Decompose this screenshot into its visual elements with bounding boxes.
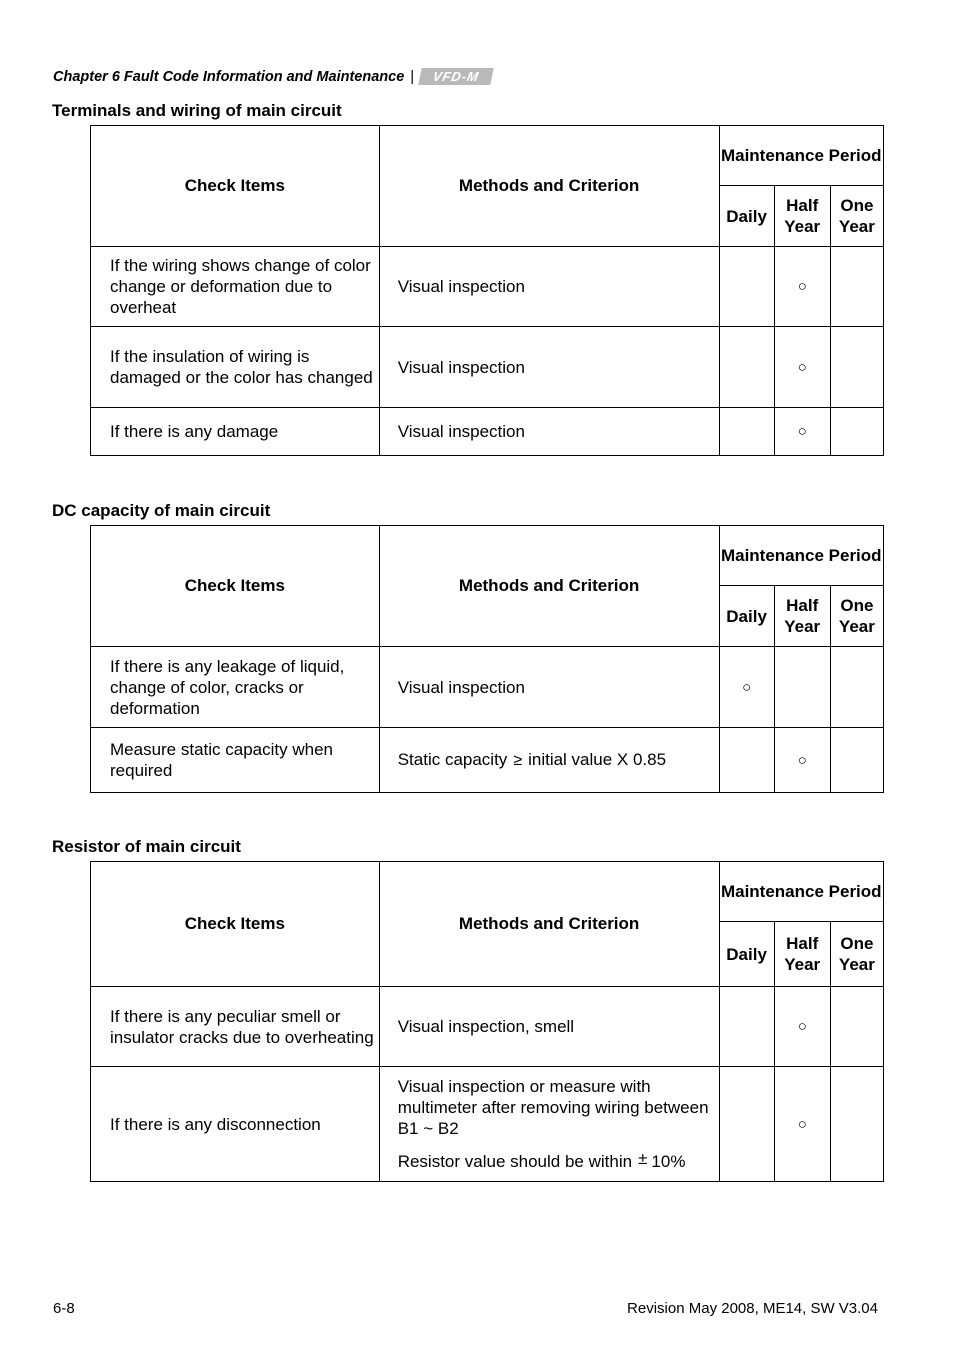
method — [379, 1067, 719, 1182]
half-year-mark — [774, 647, 830, 728]
one-year-mark — [830, 728, 883, 793]
header-half-year: Half Year — [774, 586, 830, 647]
daily-mark — [719, 987, 774, 1067]
header-methods: Methods and Criterion — [379, 126, 719, 247]
daily-mark — [719, 408, 774, 456]
header-daily: Daily — [719, 186, 774, 247]
check-item: If there is any leakage of liquid, change of color, cracks or deformation — [91, 647, 380, 728]
header-half-year: Half Year — [774, 186, 830, 247]
maintenance-table-terminals — [90, 125, 884, 456]
half-year-mark: ○ — [774, 1067, 830, 1182]
half-year-mark: ○ — [774, 987, 830, 1067]
page-number: 6-8 — [53, 1300, 75, 1317]
table-row — [91, 1067, 884, 1182]
method-text: 10% — [651, 1152, 686, 1171]
revision-info: Revision May 2008, ME14, SW V3.04 — [627, 1300, 878, 1317]
daily-mark — [719, 247, 774, 327]
method-text: Static capacity — [397, 750, 508, 769]
one-year-mark — [830, 247, 883, 327]
header-one-year: One Year — [830, 586, 883, 647]
section-title-dc-capacity: DC capacity of main circuit — [52, 501, 271, 520]
header-maintenance-period: Maintenance Period — [719, 126, 883, 186]
daily-mark: ○ — [719, 647, 774, 728]
one-year-mark — [830, 1067, 883, 1182]
header-methods: Methods and Criterion — [379, 862, 719, 987]
daily-mark — [719, 327, 774, 408]
check-item: If there is any peculiar smell or insulator cracks due to overheating — [91, 987, 380, 1067]
greater-equal-symbol: ≥ — [513, 752, 523, 769]
check-item: If there is any disconnection — [91, 1067, 380, 1182]
header-maintenance-period: Maintenance Period — [719, 526, 883, 586]
table-row — [91, 247, 884, 327]
plus-minus-symbol: ± — [638, 1149, 648, 1168]
method: Visual inspection — [379, 408, 719, 456]
half-year-mark: ○ — [774, 327, 830, 408]
method-text: Resistor value should be within — [397, 1152, 633, 1171]
check-item: If there is any damage — [91, 408, 380, 456]
header-daily: Daily — [719, 586, 774, 647]
check-item: Measure static capacity when required — [91, 728, 380, 793]
header-check-items: Check Items — [91, 126, 380, 247]
header-check-items: Check Items — [91, 862, 380, 987]
method — [379, 728, 719, 793]
method: Visual inspection, smell — [379, 987, 719, 1067]
table-row — [91, 647, 884, 728]
header-daily: Daily — [719, 922, 774, 987]
header-check-items: Check Items — [91, 526, 380, 647]
method-text: initial value X 0.85 — [528, 750, 667, 769]
section-title-resistor: Resistor of main circuit — [52, 837, 241, 856]
header-methods: Methods and Criterion — [379, 526, 719, 647]
maintenance-table-resistor — [90, 861, 884, 1182]
header-one-year: One Year — [830, 922, 883, 987]
one-year-mark — [830, 408, 883, 456]
method: Visual inspection — [379, 247, 719, 327]
maintenance-table-dc-capacity — [90, 525, 884, 793]
one-year-mark — [830, 327, 883, 408]
method-text: Visual inspection or measure with multimeter after removing wiring between B1 ~ B2 — [397, 1077, 709, 1138]
half-year-mark: ○ — [774, 408, 830, 456]
method-criterion — [398, 1151, 715, 1172]
half-year-mark: ○ — [774, 728, 830, 793]
chapter-title: Chapter 6 Fault Code Information and Maintenance — [53, 68, 405, 85]
table-row — [91, 408, 884, 456]
chapter-header — [53, 68, 492, 85]
daily-mark — [719, 728, 774, 793]
vfd-m-logo: VFD-M — [418, 68, 494, 85]
method: Visual inspection — [379, 327, 719, 408]
header-half-year: Half Year — [774, 922, 830, 987]
table-row — [91, 987, 884, 1067]
table-row — [91, 327, 884, 408]
header-one-year: One Year — [830, 186, 883, 247]
one-year-mark — [830, 647, 883, 728]
one-year-mark — [830, 987, 883, 1067]
half-year-mark: ○ — [774, 247, 830, 327]
section-title-terminals: Terminals and wiring of main circuit — [52, 101, 342, 120]
header-separator: | — [410, 68, 415, 85]
header-maintenance-period: Maintenance Period — [719, 862, 883, 922]
method: Visual inspection — [379, 647, 719, 728]
daily-mark — [719, 1067, 774, 1182]
check-item: If the insulation of wiring is damaged or the color has changed — [91, 327, 380, 408]
check-item: If the wiring shows change of color change or deformation due to overheat — [91, 247, 380, 327]
table-row — [91, 728, 884, 793]
